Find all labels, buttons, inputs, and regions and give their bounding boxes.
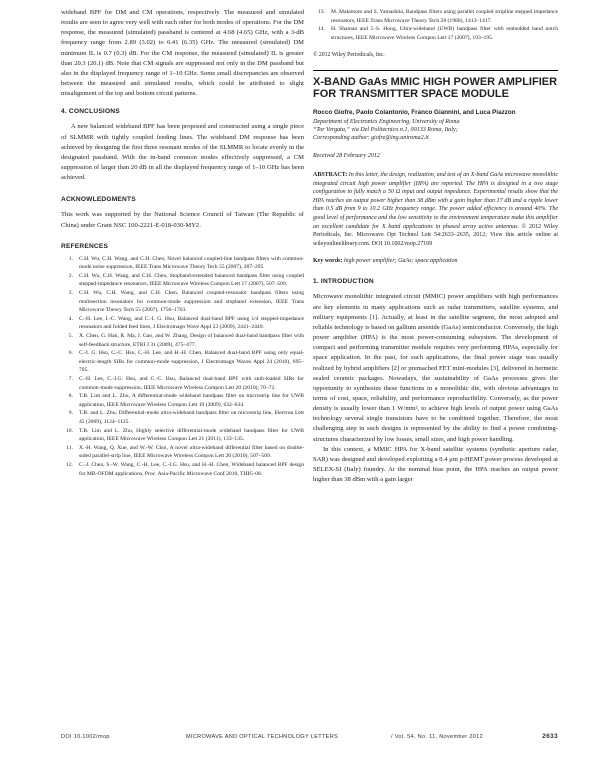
reference-text: T.B. Lim and L. Zhu, Highly selective differential-mode wideband bandpass filter for UWB application, IEEE Microwave Wireless Compon Lett 21 (2011), 133–135. (79, 427, 304, 443)
article-title: X-BAND GaAs MMIC HIGH POWER AMPLIFIER FOR TRANSMITTER SPACE MODULE (313, 76, 558, 100)
reference-item (61, 409, 304, 426)
keywords-label: Key words: (313, 258, 343, 265)
references-heading: REFERENCES (61, 242, 109, 250)
page-footer (61, 734, 558, 740)
reference-item (61, 255, 304, 272)
reference-item (61, 332, 304, 349)
reference-item (61, 375, 304, 392)
reference-number: 7. (68, 375, 73, 382)
introduction-paragraph: In this context, a MMIC HPA for X-band satellite systems (synthetic aperture radar, SAR) was designed and developed exploiting a 0.4 μm p-HEMT power process developed at SELEX-SI (Italy) foundry. At the nominal bias point, the HPA reaches an output power higher than 38 dBm with a gain larger (313, 445, 558, 484)
reference-text: M. Makimoto and S. Yamashita, Bandpass filters using parallel coupled stripline stepped impedance resonators, IEEE Trans Microwave Theory Tech 28 (1980), 1413–1417. (331, 9, 558, 24)
reference-number: 4. (68, 315, 73, 322)
reference-list (61, 255, 304, 478)
abstract-label: ABSTRACT: (313, 172, 348, 179)
reference-item (61, 444, 304, 461)
reference-item (61, 289, 304, 315)
reference-number: 11. (66, 444, 73, 451)
reference-item (61, 461, 304, 478)
footer-journal-name: MICROWAVE AND OPTICAL TECHNOLOGY LETTERS (186, 734, 339, 740)
received-date: Received 28 February 2012 (313, 153, 380, 160)
footer-doi: DOI 10.1002/mop (61, 734, 110, 740)
reference-list-continued (313, 8, 558, 42)
reference-item (61, 427, 304, 444)
reference-number: 12. (66, 461, 73, 468)
left-column (61, 8, 304, 478)
keywords (313, 258, 558, 264)
abstract-text: In this letter, the design, realization, and test of an X-band GaAs microwave monolithic integrated circuit high power amplifier (HPA) are reported. The HPA is designed in a two stage configuration to fully match a 50 Ω input and output impedance. Experimental results show that the HPA reaches an output power higher than 38 dBm with a gain higher than 17 dB and a ripple lower than 0.5 dB from 9 to 10.2 GHz frequency range. The power added efficiency is around 40%. The good level of performance and the low sensitivity to the environment temperature make this amplifier an excellent candidate for X band applications in phased array active antennas. (313, 172, 558, 230)
introduction-paragraph: Microwave monolithic integrated circuit (MMIC) power amplifiers with high performances are key elements in many applications such as radar transmitters, satellite systems, and military equipments [1]. Actually, at least in the satellite segment, the most adopted and reliable technology is based on gallium arsenide (GaAs) semiconductor. Conversely, the high power amplifier (HPA) is the most power-consuming subsystem. The development of compact and performing transmitter module requires very performing HPAs, especially for space application. In the past, for such applications, the final power stage was usually realized by hybrid amplifiers [2] or premached FET mini-modules [3], delivered in hermetic sealed ceramic packages. Nowadays, the sustainability of GaAs processes gives the opportunity to synthesize these functions in a monolithic die, with obvious advantages in terms of cost, space, reliability, and performance reproducibility. Conversely, as the power density is usually lower than 1 W/mm², to achieve high levels of output power using GaAs technology several single transistors have to be combined together. Therefore, the most challenging step in such designs is represented by the ability to find a power combining-structures characterized by low losses, small sizes, and high power handling. (313, 293, 558, 443)
abstract (313, 171, 558, 248)
reference-number: 14. (318, 26, 325, 33)
affiliation-line: “Tor Vergata,” via Del Politecnico n.1, 00133 Roma, Italy; (313, 126, 458, 133)
reference-number: 13. (318, 9, 325, 15)
acknowledgments-heading: ACKNOWLEDGMENTS (61, 196, 136, 204)
article-authors: Rocco Giofre, Paolo Colantonio, Franco Giannini, and Luca Piazzon (313, 109, 516, 117)
reference-text: H. Shaman and J.-S. Hong, Ultra-wideband (UWB) bandpass filter with embedded band notch structures, IEEE Microwave Wireless Compon Lett 17 (2007), 193–195. (331, 26, 558, 41)
keywords-text: high power amplifier; GaAs; space application (342, 258, 458, 265)
abstract-meta: © 2012 Wiley Periodicals, Inc. Microwave Opt Technol Lett 54:2633–2635, 2012; View this article online at wileyonlinelibrary.com. DOI 10.1002/mop.27109 (313, 223, 559, 247)
corresponding-author: Corresponding author: giofre@ing.uniroma2.it (313, 134, 429, 141)
copyright-notice: © 2012 Wiley Periodicals, Inc. (313, 52, 385, 59)
page-number: 2633 (542, 733, 558, 740)
reference-number: 6. (68, 350, 73, 357)
reference-item (313, 25, 558, 42)
reference-text: C.-H. Lee, I.-C. Wang, and C.-I. G. Hsu, Balanced dual-band BPF using λ/4 stepped-impedance resonators and folded feed lines, J Electromagn Wave Appl 23 (2009), 2441–2449. (79, 315, 304, 331)
acknowledgments-text: This work was supported by the National Science Council of Taiwan (The Republic of China) under Grant NSC 100-2221-E-018-030-MY2. (61, 211, 304, 229)
reference-text: T.B. and L. Zhu, Differential-mode ultra-wideband bandpass filter on microstrip line, Electron Lett 45 (2009), 1124–1125. (79, 410, 304, 425)
conclusions-text: A new balanced wideband BPF has been proposed and constructed using a single piece of SLMMR with tightly coupled feeding lines. The wideband DM response has been achieved by designing the first three resonant modes of the SLMMR to locate evenly in the designated passband. With the in-band common modes effectively suppressed, a CM suppression of larger than 20 dB in all the displayed frequency range of 1–10 GHz has been achieved. (61, 123, 304, 182)
reference-item (61, 392, 304, 409)
right-column (313, 8, 558, 485)
reference-text: X.-H. Wang, Q. Xue, and W.-W. Choi, A novel ultra-wideband differential filter based on double-sided parallel-strip line, IEEE Microwave Wireless Compon Lett 20 (2010), 507–509. (79, 444, 304, 460)
reference-text: C.H. Wu, C.H. Wang, and C.H. Chen, Novel balanced coupled-line bandpass filters with common-mode noise suppression, IEEE Trans Microwave Theory Tech 55 (2007), 287–295. (79, 255, 304, 271)
article-divider (313, 70, 558, 71)
reference-text: C.-J. Chen, S.-W. Wang, C.-H. Lee, C.-I.G. Hsu, and H.-H. Chen, Wideband balanced BPF design for MB-OFDM applications, Proc. Asia-Pacific Microwave Conf 2010, THIG-08. (79, 461, 304, 477)
reference-number: 2. (68, 272, 73, 279)
reference-number: 5. (68, 333, 73, 339)
reference-text: C.H. Wu, C.H. Wang, and C.H. Chen, Stopband-extended balanced bandpass filter using coupled stepped-impedance resonators, IEEE Microwave Wireless Compon Lett 17 (2007), 507–509. (79, 272, 304, 288)
conclusions-heading: 4. CONCLUSIONS (61, 108, 120, 116)
reference-item (61, 315, 304, 332)
reference-text: C.-I. G. Hsu, C.-C. Hsu, C.-H. Lee, and H.-H. Chen, Balanced dual-band BPF using only equal-electric-length SIRs for common-mode suppression, J Electromagn Waves Appl 24 (2010), 695–705. (79, 350, 304, 374)
introduction-heading: 1. INTRODUCTION (313, 278, 374, 286)
reference-number: 9. (68, 410, 73, 417)
footer-issue: / Vol. 54, No. 11, November 2012 (391, 734, 483, 740)
reference-text: C.-H. Lee, C.-I.G. Hsu, and C.-C. Hsu, Balanced dual-band BPF with stub-loaded SIRs for common-mode suppression, IEEE Microwave Wireless Compon Lett 20 (2010), 70–72. (79, 375, 304, 391)
reference-text: T.B. Lim and L. Zhu, A differential-mode wideband bandpass filter on microstrip line for UWB application, IEEE Microwave Wireless Compon Lett 19 (2009), 632–634. (79, 393, 304, 408)
affiliation-line: Department of Electronics Engineering, University of Roma (313, 118, 460, 125)
reference-item (313, 8, 558, 25)
reference-number: 8. (68, 393, 73, 400)
reference-text: X. Chen, G. Han, R. Ma, J. Gao, and W. Zhang, Design of balanced dual-band bandpass filter with self-feedback structure, ETRI J 31 (2009), 475–477. (79, 333, 304, 348)
reference-number: 3. (68, 290, 73, 297)
reference-item (61, 349, 304, 375)
reference-item (61, 272, 304, 289)
reference-number: 10. (66, 427, 73, 434)
reference-text: C.H. Wu, C.H. Wang, and C.H. Chen, Balanced coupled-resonator bandpass filters using multisection resonators for common-mode suppression and stopband extension, IEEE Trans Microwave Theory Tech 55 (2007), 1756–1763. (79, 290, 304, 314)
reference-number: 1. (68, 255, 73, 262)
prior-article-text: wideband BPF for DM and CM operations, respectively. The measured and simulated results are seen to agree very well with each other for both modes of operations. For the DM response, the measured (simulated) passband is centered at 4.68 (4.65) GHz, with a 3-dB frequency range from 2.89 (3.02) to 6.41 (6.35) GHz. The measured (simulated) DM minimum IL is 0.7 (0.3) dB. For the CM response, the measured (simulated) IL is greater than 20.3 (20.1) dB. Note that CM signals are suppressed not only in the DM passband but also in the displayed frequency range of 1–10 GHz. Some small discrepancies are observed between the measured and simulated results, which could be attributed to slight misalignment of the top and bottom circuit patterns. (61, 9, 304, 98)
